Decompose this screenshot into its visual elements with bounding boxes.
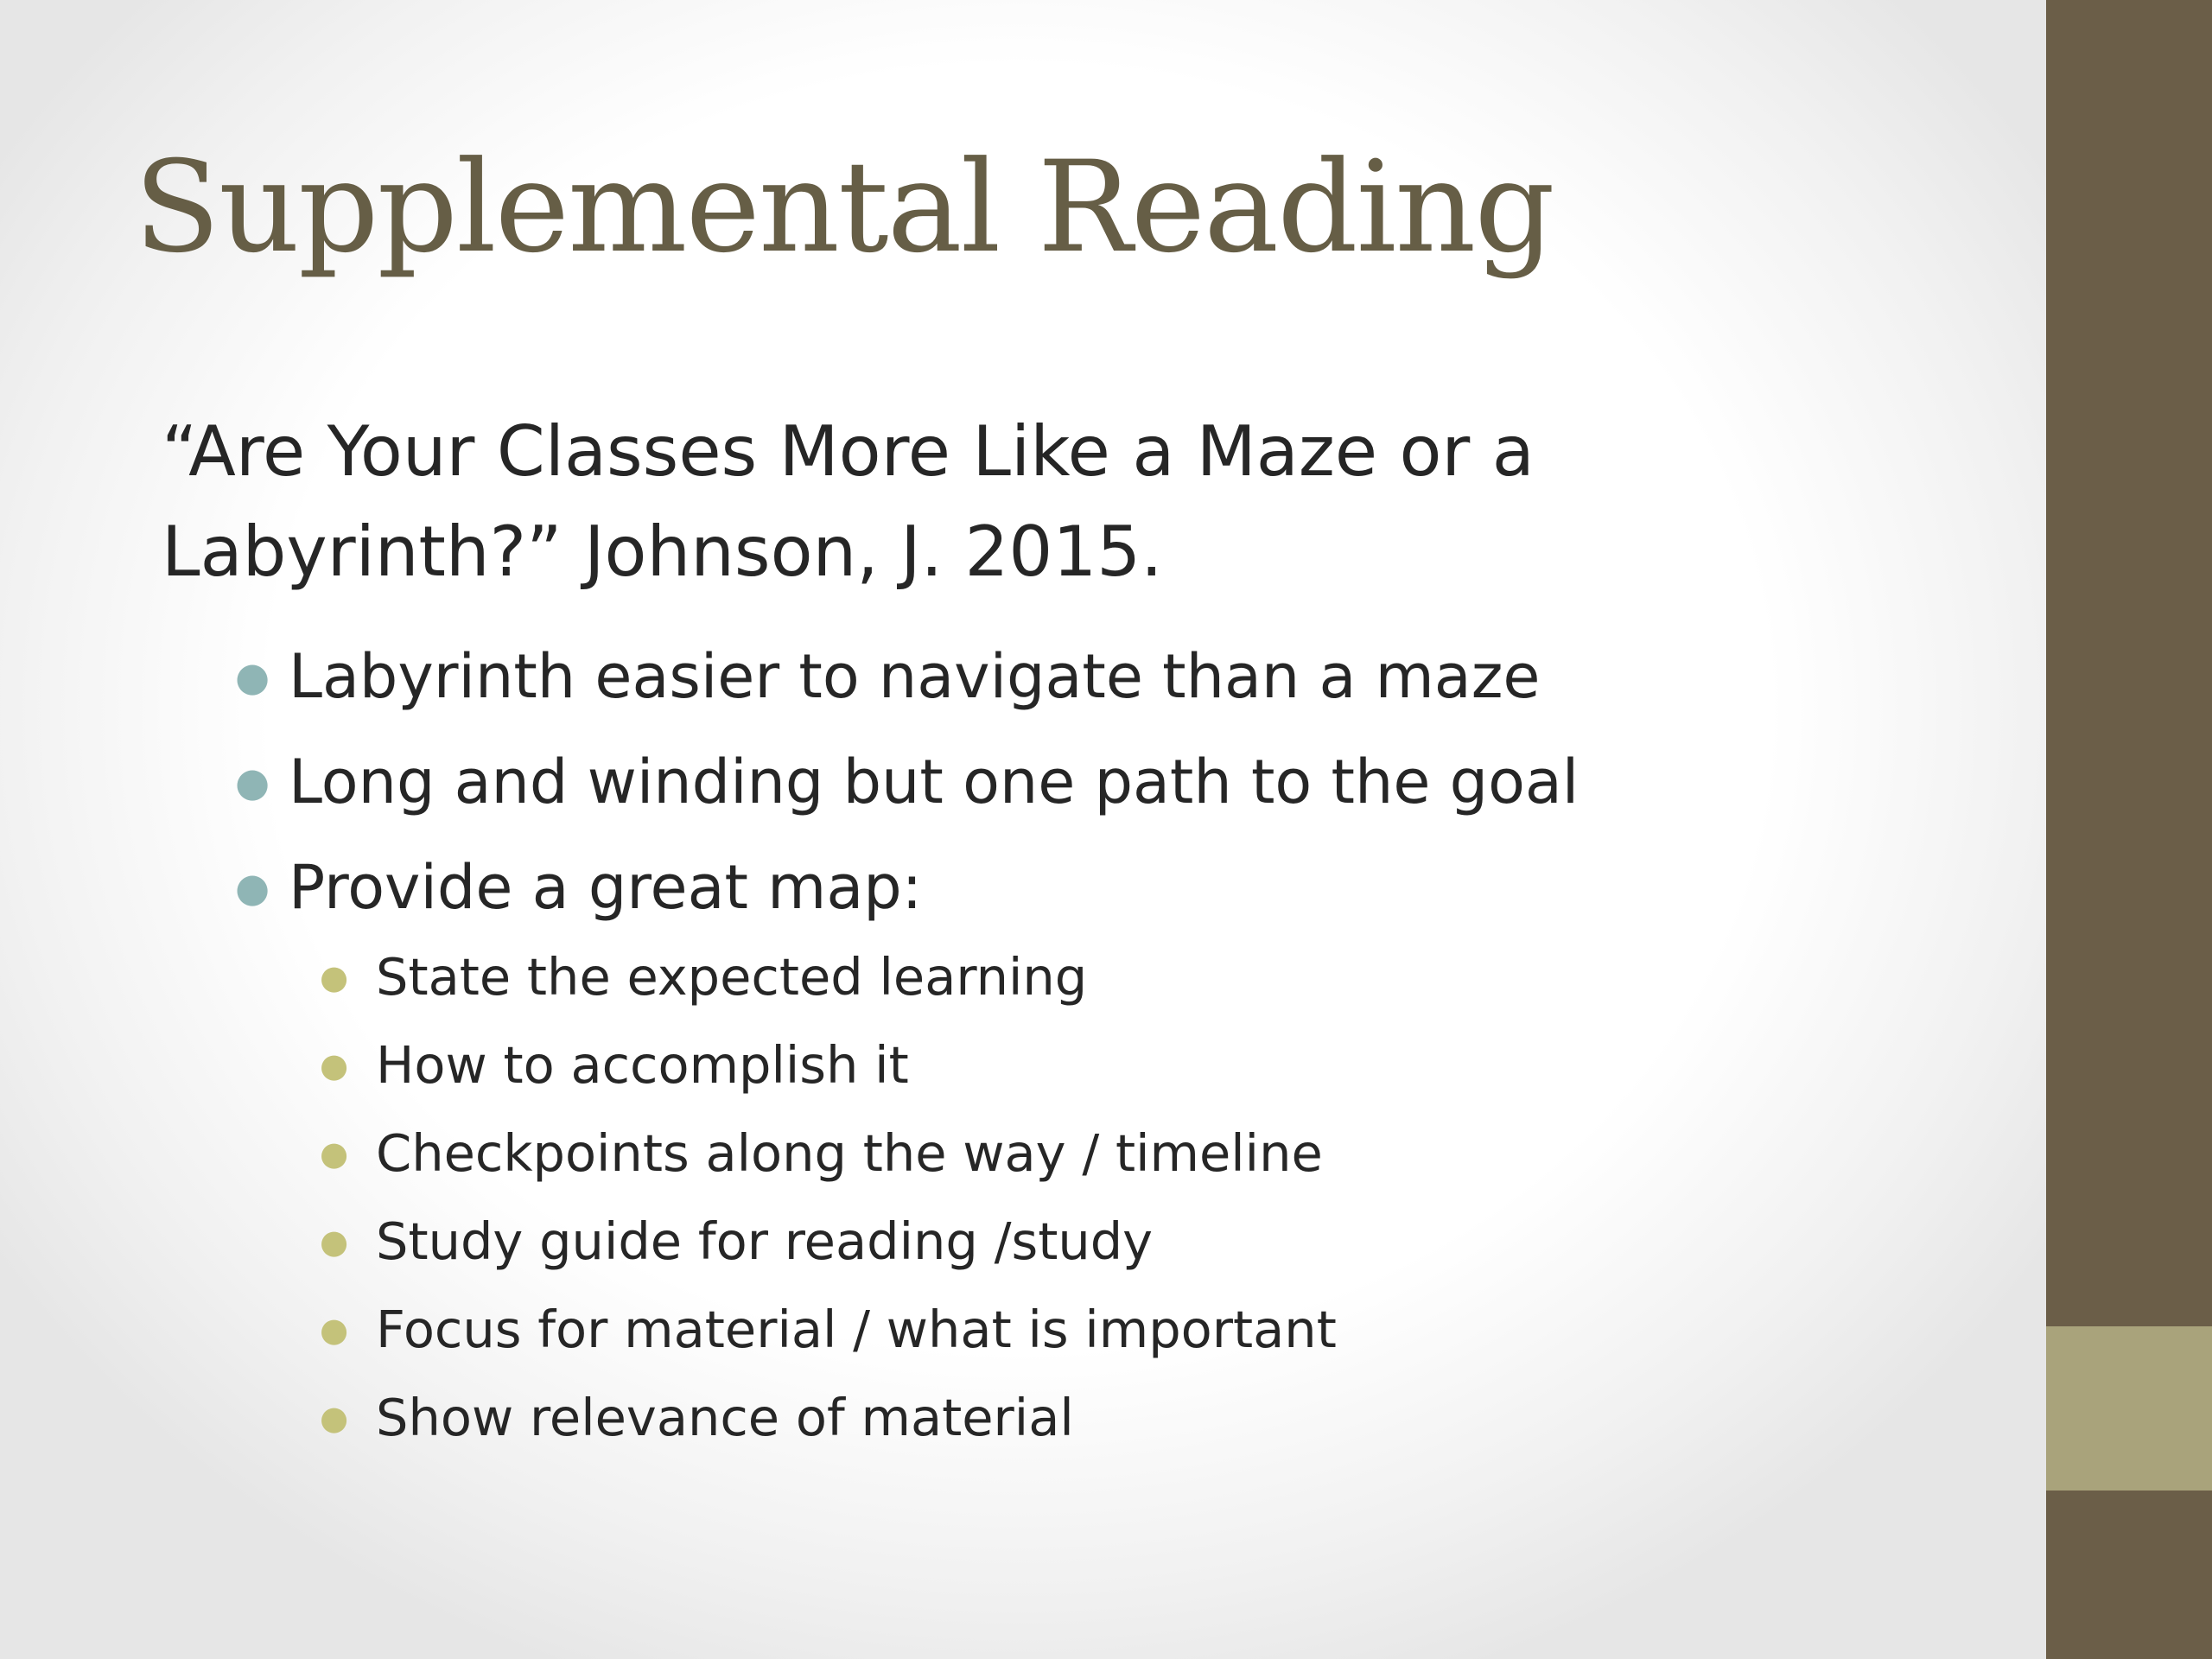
bullet-text: Labyrinth easier to navigate than a maze <box>289 641 1541 712</box>
sub-bullet-list <box>311 933 1337 1462</box>
sub-bullet-item <box>311 1021 1337 1109</box>
bullet-dot-icon: ● <box>235 864 270 911</box>
sub-bullet-dot-icon: ● <box>320 1135 349 1173</box>
sub-bullet-dot-icon: ● <box>320 1223 349 1261</box>
bullet-item <box>226 624 1579 729</box>
sub-bullet-item <box>311 1109 1337 1198</box>
sub-bullet-dot-icon: ● <box>320 958 349 996</box>
sub-bullet-text: Focus for material / what is important <box>376 1300 1337 1359</box>
sub-bullet-item <box>311 1374 1337 1462</box>
sub-bullet-text: How to accomplish it <box>376 1035 909 1095</box>
bullet-dot-icon: ● <box>235 759 270 805</box>
bullet-text: Long and winding but one path to the goal <box>289 747 1580 817</box>
sub-bullet-item <box>311 1198 1337 1286</box>
citation-text: “Are Your Classes More Like a Maze or a Labyrinth?” Johnson, J. 2015. <box>162 411 1535 592</box>
bullet-text: Provide a great map: <box>289 852 923 923</box>
side-accent-decoration <box>2046 1326 2212 1491</box>
sub-bullet-text: State the expected learning <box>376 947 1088 1007</box>
slide-title: Supplemental Reading <box>134 134 1554 281</box>
bullet-dot-icon: ● <box>235 653 270 700</box>
sub-bullet-text: Study guide for reading /study <box>376 1211 1154 1271</box>
sub-bullet-text: Show relevance of material <box>376 1388 1074 1447</box>
sub-bullet-dot-icon: ● <box>320 1311 349 1349</box>
sub-bullet-dot-icon: ● <box>320 1046 349 1084</box>
sub-bullet-dot-icon: ● <box>320 1399 349 1437</box>
bullet-item <box>226 835 1579 940</box>
sub-bullet-text: Checkpoints along the way / timeline <box>376 1123 1323 1183</box>
bullet-list <box>226 624 1579 940</box>
sub-bullet-item <box>311 1286 1337 1374</box>
sub-bullet-item <box>311 933 1337 1021</box>
bullet-item <box>226 729 1579 835</box>
